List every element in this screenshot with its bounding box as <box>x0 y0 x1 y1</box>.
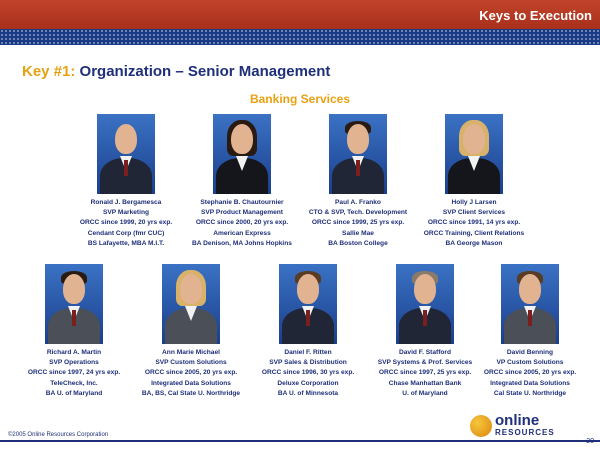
person-name: David Benning <box>506 349 554 356</box>
person-info <box>248 348 368 399</box>
person-title: SVP Custom Solutions <box>155 359 227 367</box>
person-education: BA Denison, MA Johns Hopkins <box>192 239 292 247</box>
person-title: SVP Operations <box>49 359 99 367</box>
title-text: Organization – Senior Management <box>79 63 331 80</box>
person-name: Paul A. Franko <box>335 199 381 206</box>
portrait-photo <box>396 264 454 344</box>
person-education: BA U. of Maryland <box>45 389 103 397</box>
page-number: 20 <box>586 438 594 445</box>
person-info <box>182 198 302 249</box>
person-prior-company: Deluxe Corporation <box>277 379 339 387</box>
person-card <box>14 264 134 399</box>
person-name: Richard A. Martin <box>46 349 102 356</box>
person-name: Daniel F. Ritten <box>284 349 332 356</box>
person-prior-company: Chase Manhattan Bank <box>388 379 462 387</box>
company-logo <box>470 412 580 442</box>
footer-divider <box>0 440 600 442</box>
person-card <box>182 114 302 249</box>
person-tenure: ORCC since 1991, 14 yrs exp. <box>427 219 521 227</box>
person-education: U. of Maryland <box>402 389 448 397</box>
portrait-photo <box>213 114 271 194</box>
person-tenure: ORCC since 1999, 20 yrs exp. <box>79 219 173 227</box>
logo-wordmark-top: online <box>495 412 540 429</box>
person-info <box>470 348 590 399</box>
logo-wordmark-bottom: RESOURCES <box>495 428 555 437</box>
person-title: VP Custom Solutions <box>496 359 564 367</box>
person-title: CTO & SVP, Tech. Development <box>308 209 408 217</box>
person-education: Cal State U. Northridge <box>493 389 567 397</box>
person-info <box>365 348 485 399</box>
person-title: SVP Sales & Distribution <box>269 359 347 367</box>
person-prior-company: Integrated Data Solutions <box>490 379 570 387</box>
person-prior-company: American Express <box>213 229 271 237</box>
person-info <box>14 348 134 399</box>
person-prior-company: TeleCheck, Inc. <box>50 379 98 387</box>
person-info <box>414 198 534 249</box>
person-name: Holly J Larsen <box>451 199 497 206</box>
person-title: SVP Product Management <box>201 209 283 217</box>
person-education: BA George Mason <box>445 239 503 247</box>
person-prior-company: Cendant Corp (fmr CUC) <box>87 229 165 237</box>
person-tenure: ORCC since 1997, 24 yrs exp. <box>27 369 121 377</box>
person-title: SVP Systems & Prof. Services <box>377 359 473 367</box>
person-card <box>365 264 485 399</box>
person-tenure: ORCC since 1997, 25 yrs exp. <box>378 369 472 377</box>
person-card <box>470 264 590 399</box>
person-card <box>298 114 418 249</box>
person-card <box>414 114 534 249</box>
portrait-photo <box>97 114 155 194</box>
logo-mark-icon <box>470 415 492 437</box>
portrait-photo <box>279 264 337 344</box>
person-card <box>66 114 186 249</box>
person-education: BA Boston College <box>328 239 388 247</box>
person-card <box>248 264 368 399</box>
title-key-label: Key #1: <box>22 63 76 80</box>
subtitle: Banking Services <box>249 92 351 106</box>
person-title: SVP Marketing <box>102 209 150 217</box>
portrait-photo <box>45 264 103 344</box>
page-title <box>22 63 330 80</box>
person-prior-company: Sallie Mae <box>342 229 374 237</box>
person-info <box>131 348 251 399</box>
person-info <box>66 198 186 249</box>
person-education: BA U. of Minnesota <box>277 389 339 397</box>
person-name: Ronald J. Bergamesca <box>90 199 162 206</box>
person-tenure: ORCC since 2005, 20 yrs exp. <box>144 369 238 377</box>
person-card <box>131 264 251 399</box>
person-education: BA, BS, Cal State U. Northridge <box>141 389 241 397</box>
portrait-photo <box>329 114 387 194</box>
decorative-stripe <box>0 29 600 45</box>
person-tenure: ORCC since 1996, 30 yrs exp. <box>261 369 355 377</box>
person-tenure: ORCC since 2000, 20 yrs exp. <box>195 219 289 227</box>
header-bar <box>0 0 600 29</box>
person-title: SVP Client Services <box>442 209 506 217</box>
person-education: BS Lafayette, MBA M.I.T. <box>87 239 165 247</box>
person-prior-company: Integrated Data Solutions <box>151 379 231 387</box>
person-tenure: ORCC since 1999, 25 yrs exp. <box>311 219 405 227</box>
person-tenure: ORCC since 2005, 20 yrs exp. <box>483 369 577 377</box>
portrait-photo <box>501 264 559 344</box>
portrait-photo <box>162 264 220 344</box>
portrait-photo <box>445 114 503 194</box>
person-name: David F. Stafford <box>398 349 452 356</box>
person-info <box>298 198 418 249</box>
person-name: Ann Marie Michael <box>162 349 220 356</box>
section-title: Keys to Execution <box>479 8 592 23</box>
copyright-text: ©2005 Online Resources Corporation <box>8 432 109 438</box>
person-prior-company: ORCC Training, Client Relations <box>423 229 525 237</box>
person-name: Stephanie B. Chautournier <box>200 199 284 206</box>
